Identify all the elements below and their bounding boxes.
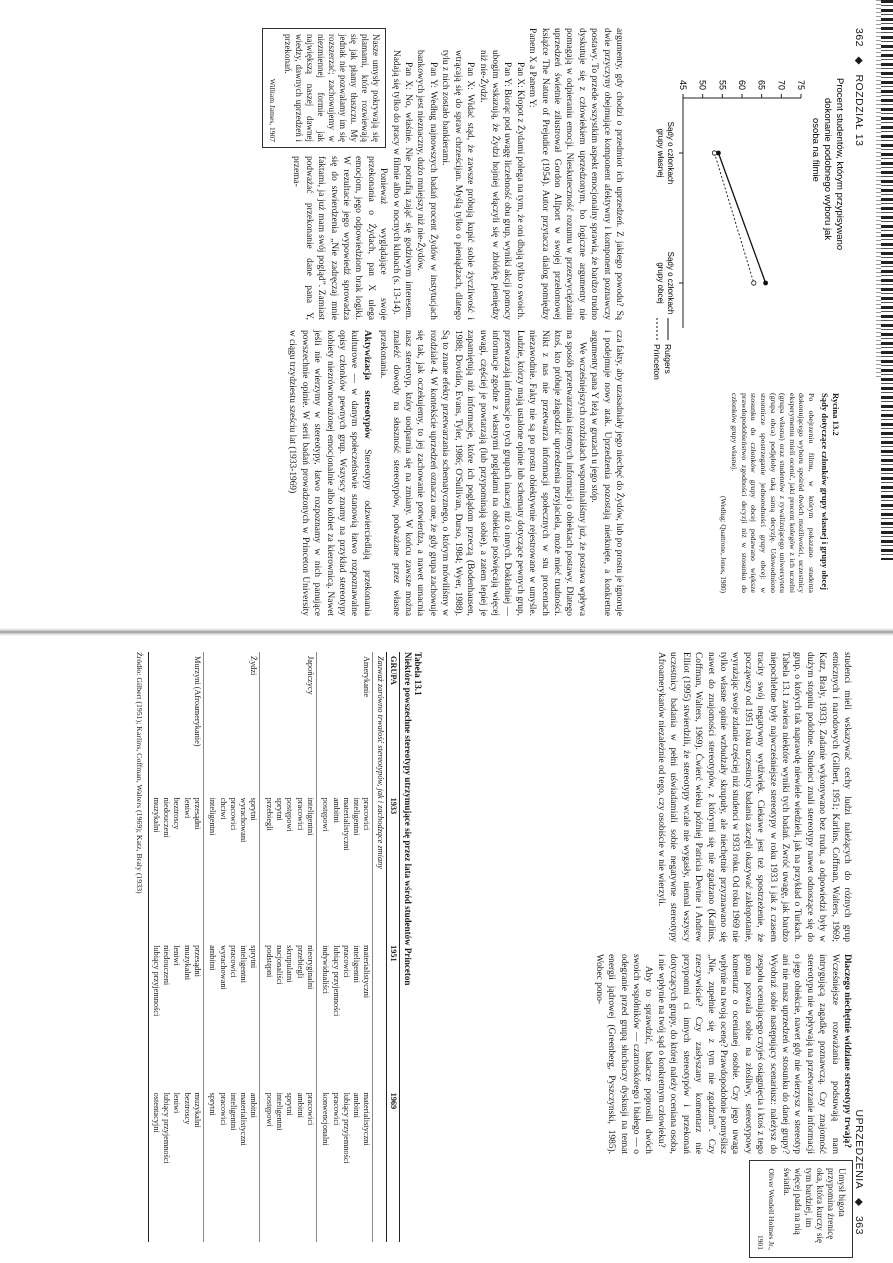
trait: beztroscy [182,1092,192,1125]
trait: pracowici [228,797,238,831]
right-column-1 [655,652,854,942]
dialog-line: Pan X: No, właśnie. Nie potrafią zająć się godziwym interesem. Nadają się tylko do pracy w filmie albo w nocnych klubach (s. 13-14). [390,50,414,320]
trait: lubiący przyjemności [331,945,341,1017]
trait: beztroscy [172,797,182,830]
dialog-line: Pan Y: Biorąc pod uwagę liczebność obu grup, wyniki akcji pomocy ubogim wskazują, że Żydzi hojniej włączyli się w zbiórkę pieniędzy niż nie-Żydzi. [477,50,513,320]
y-tick-label: 60 [737,79,747,90]
table-cell-traits [260,941,316,1089]
left-column-2 [286,330,625,616]
right-page-number: 363 [853,1215,865,1235]
trait: materialistyczni [362,945,372,999]
trait: pracowici [341,945,351,978]
table-subheader: Zauważ zarówno trwałość stereotypów, jak i zachodzące zmiany [373,652,386,1242]
left-running-head: 362 ◆ ROZDZIAŁ 13 [853,28,865,147]
table-cell-traits [316,794,372,942]
trait: sprytni [285,1092,295,1116]
figure-source: (Według: Quattrone, Jones, 1980) [718,495,727,593]
trait: ambitni [331,797,341,823]
trait: ambitni [208,945,218,971]
trait: pracowici [295,797,305,831]
quote-text: Umysł bigota przypomina źrenicę oka, która kurczy się tym bardziej, im więcej pada na nią światła. [782,1168,847,1243]
trait: wyrachowani [218,945,228,990]
trait: chciwi [218,797,228,820]
y-tick-label: 75 [796,79,806,90]
trait: niedouczeni [162,797,172,838]
trait: sprytni [249,797,259,821]
trait: postępowi [264,1092,274,1127]
trait: wyrachowani [239,797,249,843]
data-point-rutgers [763,281,768,286]
table-cell-group: Japończycy [260,652,316,794]
trait: nacjonaliści [275,945,285,985]
trait: przesądni [192,945,202,977]
trait: lubiący przyjemności [151,945,161,1017]
trait: sprytni [275,797,285,821]
quote-text: Nasze umysły pokrywają się plamami, które rozwiewają się jak płamy tłuszczu. My jednak nie pozwalamy im się rozszerzać; zachowujemy w niezmiennej formie jak największą naszej dawnej wiedzy, dawnych uprzedzeń i przekonań. [283,34,382,142]
scan-artifact [876,0,881,380]
trait: muzykalni [192,1092,202,1128]
figure-13-2 [638,28,853,598]
figure-description: Po obejrzeniu filmu, w którym pokazano studenta dokonującego wyboru spośród dwóch możliwości, uczestnicy eksperymentu mieli ocenić, jaki procent kolegów z ich uczelni (grupa własna) oraz studentów z rywalizującego uniwersytetu (grupa obca) podjęłoby taką samą decyzję. Udowodniono stronnicze spostrzeganie jednorodności grupy obcej: w stosunku do członków grupy obcej podawano większe prawdopodobieństwo zgodności decyzji niż w stosunku do członków grupy własnej. [730,393,816,593]
x-tick-label: Sądy o członkach [666,121,675,185]
table-cell-group: Murzyni (Afroamerykanie) [149,652,203,794]
trait: inteligentni [352,797,362,836]
x-tick-label: grupy obcej [656,262,665,304]
right-column-2 [592,954,853,1154]
trait: materialistyczni [239,1092,249,1146]
trait: przebiegli [295,945,305,979]
trait: indywidualiści [321,945,331,994]
trait: nieoryginalni [305,945,315,990]
trait: przesądni [192,797,202,830]
data-point-princeton [712,151,716,155]
trait: podstępni [264,945,274,978]
table-cell-traits [203,1089,259,1242]
left-column-1 [262,28,625,320]
trait: pracowici [228,945,238,978]
trait: ambitni [352,1092,362,1118]
table-cell-traits [149,794,203,942]
y-tick-label: 45 [678,79,688,90]
trait: inteligentni [352,945,362,983]
side-quote-james [262,28,386,148]
series-line-rutgers [718,153,765,283]
trait: materialistyczni [341,797,351,851]
table-cell-group: Żydzi [203,652,259,794]
dialog-line: Pan X: Widać stąd, że zawsze próbują kupić sobie życzliwość i wtrącają się do spraw chrześcijan. Myślą tylko o pieniądzach, dlatego tylu z nich zostało bankierami. [440,50,476,320]
figure-title: Sądy dotyczące członków grupy własnej i grupy obcej [820,393,830,590]
chart-title-line3: osoba na filmie [810,118,821,182]
trait: pracowici [305,1092,315,1126]
trait: konwencjonalni [321,1092,331,1146]
left-section-title: ROZDZIAŁ 13 [853,74,865,147]
table-row [316,652,372,1242]
table-cell-traits [149,1089,203,1242]
left-page-number: 362 [853,28,865,48]
trait: skrupulatni [285,945,295,983]
table-row [260,652,316,1242]
trait: inteligentni [275,1092,285,1131]
trait: ambitni [295,1092,305,1118]
table-cell-traits [203,941,259,1089]
trait: pracowici [362,797,372,831]
table-cell-traits [316,941,372,1089]
legend-label: Princeton [652,344,662,380]
series-line-princeton [714,153,753,283]
paragraph: argumenty, gdy chodzi o przedmiot ich uprzedzeń. Z jakiego powodu? Są dwie przyczyny obejmujące komponent afektywny i komponent poznawczy postawy. To przede wszystkim aspekt emocjonalny sprawia, że bardzo trudno dyskutuje się z człowiekiem uprzedzonym, bo logiczne argumenty nie pomagają w odpieraniu emocji. Nieskuteczność rozumu w przezwyciężaniu uprzedzeń świetnie zilustrował Gordon Allport w swojej przełomowej książce The Nature of Prejudice (1954). Autor przytacza dialog pomiędzy Panem X a Panem Y: [527,28,624,320]
right-section-title: UPRZEDZENIA [853,1109,865,1189]
right-running-head: UPRZEDZENIA ◆ 363 [853,1109,865,1235]
paragraph: Ponieważ wyglądające swoje przekonania o Żydach, pan X ulega emocjom, jego odpowiedziom brak logiki. W rezultacie jego wypowiedź sprowadza się do stwierdzenia „Nie zadręczaj mnie faktami, ja już mam swój pogląd”. Zamiast podważać przekonanie dane pana Y, przema- [291,156,389,320]
trait: lubiący przyjemności [341,1092,351,1164]
column-header: GRUPA [386,652,399,794]
chart-title-line2: dokonanie podobnego wyboru jak [822,98,833,241]
line-chart [638,28,853,398]
trait: niedouczeni [162,945,172,986]
table-cell-traits [203,794,259,942]
trait: leniwi [172,1092,182,1114]
figure-label: Rycina 13.2 [831,393,841,436]
trait: leniwi [182,797,192,819]
table-cell-traits [149,941,203,1089]
section-heading-why: Dlaczego niechętnie widziane stereotypy trwają? [842,954,852,1149]
side-quote-holmes [749,1160,853,1258]
trait: przebiegli [264,797,274,831]
paragraph: cza fakty, aby uzasadniały jego niechęć do Żydów, lub po prostu je ignoruje i podejmuje nowy atak. Uprzedzenia pozostają nietknięte, a konkretne argumenty pana Y leżą w gruzach u jego stóp. [589,330,624,616]
paragraph: studenci mieli wskazywać cechy ludzi należących do różnych grup etnicznych i narodowych (Gilbert, 1951; Karlins, Coffman, Walters, 1969; Katz, Braly, 1933). Zadanie wykonywano bez trudu, a odpowiedzi były w dużym stopniu podobne. Studenci znali stereotypy nawet odnoszące się do grup, o których tak naprawdę niewiele wiedzieli, jak na przykład o Turkach. Tabela 13.1 zawiera niektóre wyniki tych badań. Zwróć uwagę, jak bardzo niepochlebne były najwcześniejsze stereotypy w roku 1933 i jak z czasem tracity swój negatywny wydźwięk. Ciekawe jest też spostrzeżenie, że począwszy od 1951 roku uczestnicy badania zaczęli okazywać zakłopotanie, wyrażając swoje zdanie częściej niż studenci w 1933 roku. Od roku 1969 nie tylko własne opinie wzbudzały skrupuły, ale niechętnie przyznawano się nawet do znajomości stereotypów, z którymi się nie zgadzano (Karlins, Coffman, Walters, 1969). Ćwierć wieku później Patricia Devine i Andrew Elliot (1995) stwierdzili, że stereotypy wcale nie wygasły, niemal wszyscy uczestnicy badania w pełni uświadamiali sobie negatywne stereotypy Afroamerykanów niezależnie od tego, czy osobiście w nie wierzyli. [655,652,852,942]
trait: inteligentni [208,797,218,836]
data-point-princeton [752,281,756,285]
quote-source: William James, 1907 [268,78,278,142]
book-spine [0,628,893,636]
column-header: 1933 [386,794,399,942]
table-title: Niektóre powszechne stereotypy utrzymujące się przez lata wśród studentów Princeton [403,652,413,986]
paragraph: Wcześniejsze rozważania podsuwają nam intrygującą zagadkę poznawczą. Czy znajomość stereotypu nie wpływają na przetwarzanie informacji o jego obiekcie, nawet gdy nie wierzysz w stereotyp ani nie masz uprzedzeń w stosunku do danej grupy? Wyobraź sobie następujący scenariusz: należysz do zespołu oceniającego czyjeś osiągnięcia i ktoś z tego grona pozwala sobie na złośliwy, stereotypowy komentarz o ocenianej osobie. Czy jego uwaga wpłynie na twoją ocenę? Prawdopodobnie pomyślisz „Nie, zupełnie się z tym nie zgadzam”. Czy rzeczywiście? Czy zasłyszany komentarz nie przypomni ci innych stereotypów i przekonań dotyczących grupy, do której należy oceniana osoba, i nie wpłynie na twój sąd o konkretnym człowieku? [655,954,840,1154]
table-cell-traits [260,794,316,942]
section-heading-stereotypes: Aktywizacja stereotypów [361,330,372,439]
paragraph: We wcześniejszych rozdziałach wspominaliśmy już, że postawa wpływa na sposób przetwarzania istotnych informacji o obiektach postawy. Dlatego ktoś, kto próbuje złagodzić uprzedzenia przyjaciela, może mieć trudności. Nikt z nas nie przetwarza informacji społecznych w stu procentach niezawodnie. Fakty nie są po prostu obiektywnie rejestrowane w umyśle. Ludzie, którzy mają ustalone opinie lub schematy dotyczące pewnych grup, przetwarzają informacje o tych grupach inaczej niż o innych. Dokładniej — informacje zgodne z własnymi poglądami na obiekcie poświęcają więcej uwagi, częściej je powtarzają (lub przypominają sobie), a zatem lepiej je zapamiętują niż informacje, które ich poglądom przeczą (Bodenhausen, 1988; Dovidio, Evans, Tyler, 1986; O'Sullivan, Durso, 1984; Wyer, 1988). Są to znane efekty przetwarzania schematycznego, o którym mówiliśmy w rozdziale 4. W kontekście uprzedzeń oznacza one, że gdy grupa zachowuje się tak, jak oczekujemy, to jej zachowanie potwierdza, a nawet umacnia nasz stereotyp, który uodparnia się na zmiany. W końcu zawsze można znaleźć dowody na słuszność stereotypów, podważane przez własne przekonania. [378,330,587,616]
table-cell-traits [260,1089,316,1242]
trait: leniwi [172,945,182,966]
y-tick-label: 50 [697,79,708,90]
column-header: 1951 [386,941,399,1089]
dialog-line: Pan X: Kłopot z Żydami polega na tym, że oni dbają tylko o swoich. [514,62,525,320]
table-cell-traits [316,1089,372,1242]
column-header: 1969 [386,1089,399,1242]
table-source: Źródło: Gilbert (1951); Karlins, Coffman, Walters (1969); Katz, Braly (1933) [135,652,145,894]
trait: inteligentni [228,1092,238,1131]
trait: pracowici [331,1092,341,1126]
dialog-line: Pan Y: Według najnowszych badań procent Żydów w instytucjach bankowych jest nieznaczny, dużo mniejszy niż nie-Żydów. [415,50,438,320]
trait: ostentacyjni [151,1092,161,1133]
table-cell-group: Amerykanie [316,652,372,794]
legend-label: Rutgers [663,344,673,374]
trait: pracowici [218,1092,228,1126]
x-tick-label: Sądy o członkach [666,251,675,315]
table-label: Tabela 13.1 [413,652,423,696]
table-13-1 [135,652,423,1242]
trait: postępowi [321,797,331,832]
trait: inteligentni [305,797,315,836]
quote-source: Oliver Wendell Holmes Jr., 1901 [756,1168,776,1250]
x-tick-label: grupy własnej [656,128,665,178]
trait: lubiący przyjemności [162,1092,172,1164]
trait: materialistyczni [362,1092,372,1146]
paragraph: Aby to sprawdzić, badacze poprosili dwóch swoich współników — czarnoskórego i białego — o odegranie przed grupą słuchaczy dyskusji na temat energii jądrowej (Greenberg, Pyszczynski, 1985). Wobec pono- [593,954,654,1154]
scan-artifact [881,0,893,560]
chart-title-line1: Procent studentów, którym przypisywano [834,78,845,251]
table-row [203,652,259,1242]
trait: muzykalni [151,797,161,833]
table-row [149,652,203,1242]
trait: sprytni [249,945,259,969]
y-tick-label: 65 [756,79,767,90]
y-tick-label: 70 [776,79,787,90]
trait: muzykalni [182,945,192,981]
trait: ambitni [249,1092,259,1118]
y-tick-label: 55 [717,79,728,90]
stereotype-table [148,652,400,1242]
paragraph: Stereotypy odzwierciedlają przekonania kulturowe — w danym społeczeństwie stanowią łatwo rozpoznawalne opisy członków pewnych grup. Wszyscy znamy na przykład stereotypy kobiety niezrównoważonej emocjonalnie albo kobiet za kierownicą. Nawet jeśli nie wierzymy w stereotypy, łatwo rozpoznamy w nich panujące powszechnie opinie. W serii badań prowadzonych w Princeton University w ciągu trzydziestu sześciu lat (1933-1969) [287,330,372,616]
trait: inteligentni [239,945,249,983]
trait: postępowi [285,797,295,832]
trait: sprytni [208,1092,218,1116]
